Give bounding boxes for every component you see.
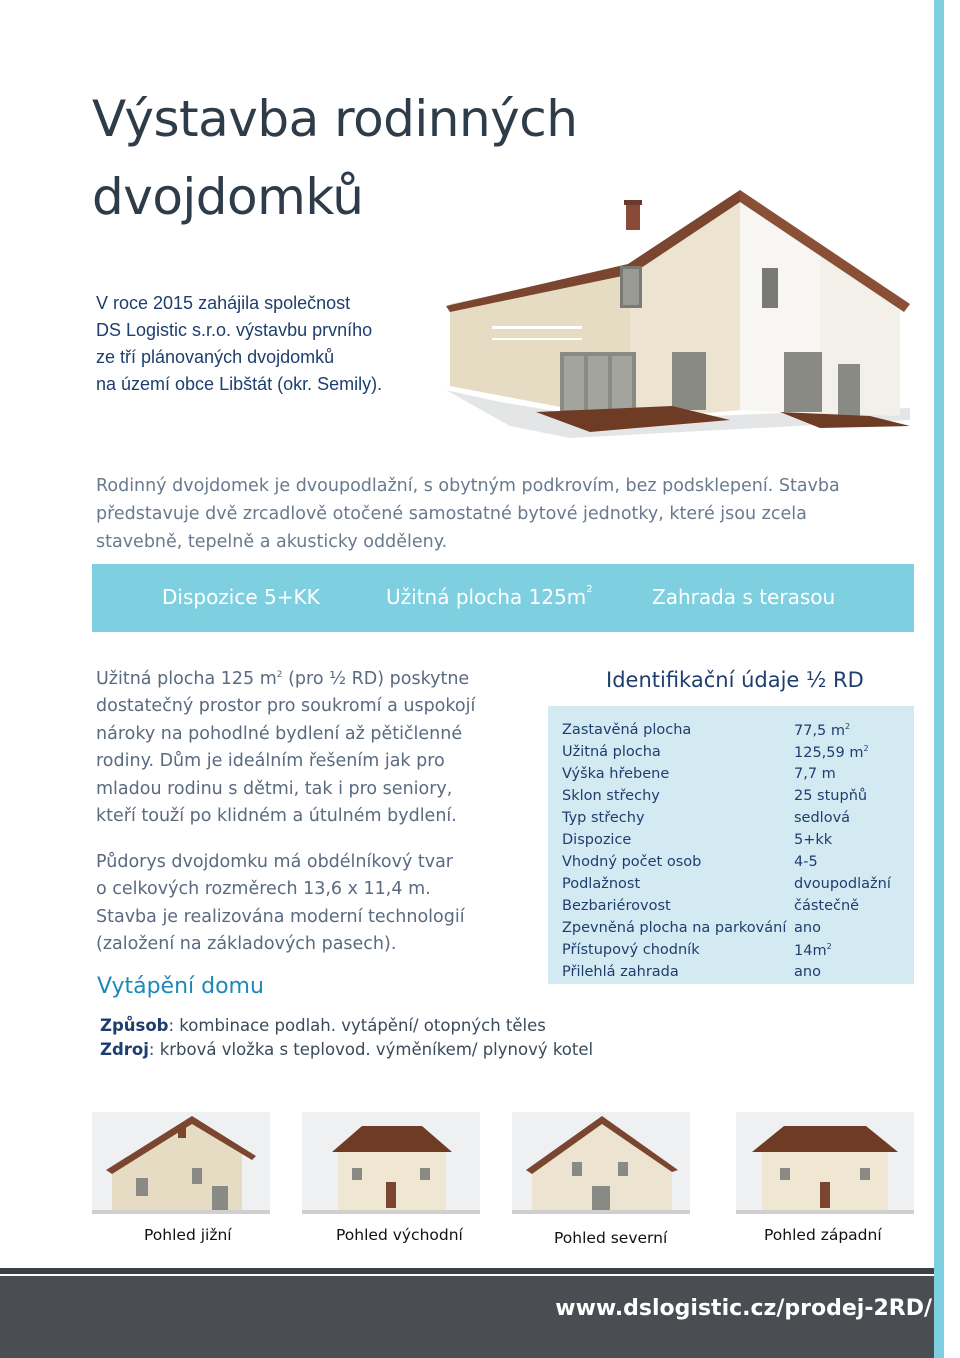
north-elevation-image [512, 1112, 690, 1214]
id-label: Výška hřebene [562, 766, 670, 782]
body-line: o celkových rozměrech 13,6 x 11,4 m. [96, 879, 431, 900]
intro-line: DS Logistic s.r.o. výstavbu prvního [96, 320, 373, 340]
heating-method [100, 1016, 546, 1035]
body-line [96, 662, 536, 693]
footer-divider [0, 1268, 934, 1274]
id-row [562, 810, 902, 832]
heating-source-label: Zdroj [100, 1040, 149, 1059]
id-value: ano [794, 920, 821, 936]
id-value-text: 77,5 m [794, 722, 846, 739]
body-line: mladou rodinu s dětmi, tak i pro seniory, [96, 778, 453, 799]
superscript: 2 [826, 942, 832, 951]
identification-table [548, 706, 914, 984]
body-line: (založení na základových pasech). [96, 934, 397, 955]
id-label: Typ střechy [562, 810, 645, 826]
body-text-part: (pro ½ RD) poskytne [282, 668, 470, 689]
title-line: dvojdomků [92, 168, 364, 226]
id-label: Vhodný počet osob [562, 854, 702, 870]
id-label: Zpevněná plocha na parkování [562, 920, 787, 936]
superscript: 2 [845, 722, 851, 731]
id-value: 25 stupňů [794, 788, 868, 804]
intro-text [96, 290, 476, 398]
banner-garden: Zahrada s terasou [652, 585, 836, 609]
id-value [794, 722, 850, 739]
body-line: Stavba je realizována moderní technologií [96, 906, 465, 927]
id-row [562, 898, 902, 920]
id-row [562, 722, 902, 744]
website-link[interactable]: www.dslogistic.cz/prodej-2RD/ [555, 1296, 932, 1321]
heating-source [100, 1040, 593, 1059]
id-row [562, 854, 902, 876]
id-value: sedlová [794, 810, 851, 826]
id-label: Užitná plocha [562, 744, 661, 760]
east-elevation-image [302, 1112, 480, 1214]
body-line: nároky na pohodlné bydlení až pětičlenné [96, 723, 463, 744]
id-row [562, 832, 902, 854]
body-line: kteří touží po klidném a útulném bydlení. [96, 806, 457, 827]
south-elevation-image [92, 1112, 270, 1214]
id-row [562, 744, 902, 766]
id-row [562, 964, 902, 986]
id-value-text: 14m [794, 942, 827, 959]
body-line: dostatečný prostor pro soukromí a uspokojí [96, 696, 476, 717]
body-line: Půdorys dvojdomku má obdélníkový tvar [96, 851, 453, 872]
intro-line: na území obce Libštát (okr. Semily). [96, 374, 383, 394]
banner-area-sup: 2 [586, 584, 593, 596]
body-text-part: Užitná plocha 125 m [96, 668, 277, 689]
body-text [96, 662, 536, 959]
id-label: Dispozice [562, 832, 632, 848]
id-label: Podlažnost [562, 876, 641, 892]
id-value [794, 744, 869, 761]
view-label-north: Pohled severní [554, 1229, 668, 1247]
intro-line: ze tří plánovaných dvojdomků [96, 347, 335, 367]
id-label: Bezbariérovost [562, 898, 671, 914]
identification-title: Identifikační údaje ½ RD [606, 668, 864, 692]
banner-area-text: Užitná plocha 125m [386, 585, 587, 609]
id-row [562, 876, 902, 898]
banner-disposition: Dispozice 5+KK [162, 585, 320, 609]
description-line: stavebně, tepelně a akusticky odděleny. [96, 532, 448, 552]
id-value-text: 125,59 m [794, 744, 864, 761]
id-label: Přilehlá zahrada [562, 964, 679, 980]
west-elevation-image [736, 1112, 914, 1214]
id-label: Přístupový chodník [562, 942, 700, 958]
banner-area [386, 585, 593, 609]
heating-method-value: : kombinace podlah. vytápění/ otopných těles [168, 1016, 546, 1035]
superscript: 2 [863, 744, 869, 753]
id-value: dvoupodlažní [794, 876, 891, 892]
description-line: představuje dvě zrcadlově otočené samostatné bytové jednotky, které jsou zcela [96, 504, 807, 524]
id-value: 7,7 m [794, 766, 836, 782]
paragraph-gap [96, 831, 536, 849]
id-label: Sklon střechy [562, 788, 660, 804]
id-value: 4-5 [794, 854, 818, 870]
description-line: Rodinný dvojdomek je dvoupodlažní, s obytným podkrovím, bez podsklepení. Stavba [96, 476, 840, 496]
heating-method-label: Způsob [100, 1016, 169, 1035]
id-row [562, 788, 902, 810]
view-label-south: Pohled jižní [144, 1226, 232, 1244]
id-value: ano [794, 964, 821, 980]
view-label-west: Pohled západní [764, 1226, 882, 1244]
decorative-stripe [934, 0, 944, 1358]
id-value: 5+kk [794, 832, 833, 848]
title-line: Výstavba rodinných [92, 90, 578, 148]
id-value: částečně [794, 898, 860, 914]
intro-line: V roce 2015 zahájila společnost [96, 293, 351, 313]
view-label-east: Pohled východní [336, 1226, 463, 1244]
id-row [562, 920, 902, 942]
id-row [562, 942, 902, 964]
superscript: 2 [276, 670, 283, 680]
id-row [562, 766, 902, 788]
heating-source-value: : krbová vložka s teplovod. výměníkem/ plynový kotel [148, 1040, 594, 1059]
body-line: rodiny. Dům je ideálním řešením jak pro [96, 751, 445, 772]
house-rendering [440, 176, 920, 446]
id-label: Zastavěná plocha [562, 722, 692, 738]
description-text [96, 472, 896, 556]
heating-heading: Vytápění domu [97, 974, 264, 999]
features-banner [92, 564, 914, 632]
id-value [794, 942, 832, 959]
